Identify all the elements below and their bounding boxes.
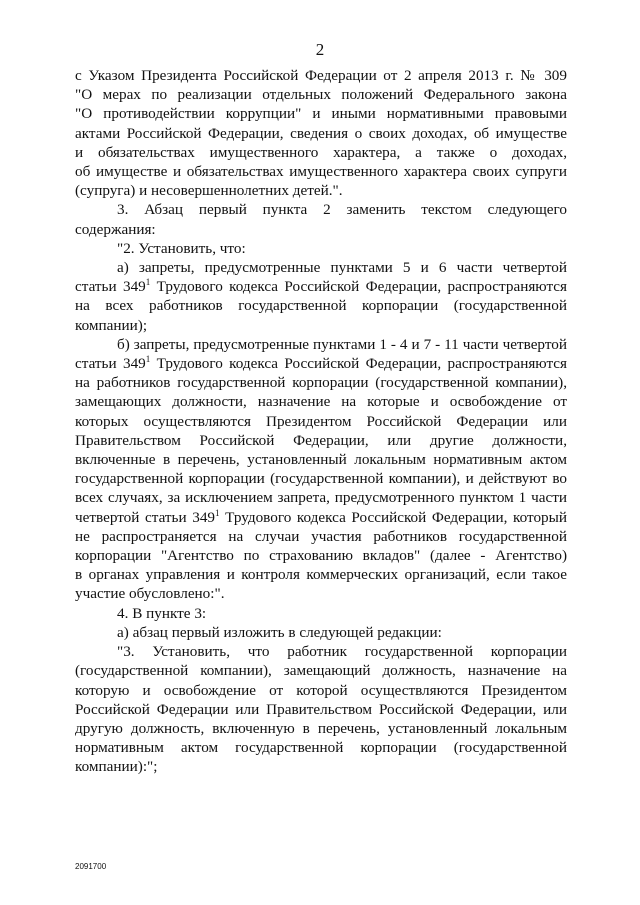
text-line: которую и освобождение от которой осуществляются Президентом: [75, 681, 567, 699]
document-code: 2091700: [75, 862, 107, 871]
text-line: 3. Абзац первый пункта 2 заменить текстом следующего: [117, 201, 567, 219]
text-line: об имуществе и обязательствах имущественного характера своих супруги: [75, 163, 567, 181]
text-line: замещающих должности, назначение на которые и освобождение от: [75, 393, 567, 411]
text-line: на работников государственной корпорации (государственной компании),: [75, 374, 567, 392]
document-body: [75, 66, 567, 777]
text-line: компании);: [75, 316, 148, 334]
text-line: (супруга) и несовершеннолетних детей.".: [75, 182, 343, 200]
text-line: другую должность, включенную в перечень, установленный локальным: [75, 719, 567, 737]
text-line: статьи $349^1$ Трудового кодекса Российской Федерации, распространяются: [75, 354, 567, 373]
text-line: четвертой статьи $349^1$ Трудового кодекса Российской Федерации, который: [75, 507, 567, 526]
text-line: статьи $349^1$ Трудового кодекса Российской Федерации, распространяются: [75, 277, 567, 296]
text-line: а) абзац первый изложить в следующей редакции:: [117, 623, 442, 641]
text-line: Правительством Российской Федерации, или другие должности,: [75, 431, 567, 449]
text-line: содержания:: [75, 220, 156, 238]
text-line: б) запреты, предусмотренные пунктами 1 - 4 и 7 - 11 части четвертой: [117, 335, 567, 353]
text-line: в органах управления и контроля коммерческих организаций, если такое: [75, 566, 567, 584]
text-line: актами Российской Федерации, сведения о своих доходах, об имуществе: [75, 124, 567, 142]
text-line: "О противодействии коррупции" и иными нормативными правовыми: [75, 105, 567, 123]
text-line: и обязательствах имущественного характера, а также о доходах,: [75, 143, 567, 161]
text-line: которых осуществляются Президентом Российской Федерации или: [75, 412, 567, 430]
text-line: Российской Федерации или Правительством Российской Федерации, или: [75, 700, 567, 718]
text-line: (государственной компании), замещающий должность, назначение на: [75, 662, 567, 680]
text-line: компании):";: [75, 758, 158, 776]
text-line: "3. Установить, что работник государственной корпорации: [117, 643, 567, 661]
text-line: с Указом Президента Российской Федерации от 2 апреля 2013 г. № 309: [75, 67, 567, 84]
text-line: "2. Установить, что:: [117, 239, 246, 257]
text-line: корпорации "Агентство по страхованию вкладов" (далее - Агентство): [75, 547, 567, 565]
text-line: нормативным актом государственной корпорации (государственной: [75, 739, 567, 757]
text-line: а) запреты, предусмотренные пунктами 5 и 6 части четвертой: [117, 259, 567, 277]
page-number: 2: [315, 40, 325, 59]
text-line: 4. В пункте 3:: [117, 604, 207, 622]
text-line: всех случаях, за исключением запрета, предусмотренного пунктом 1 части: [75, 489, 567, 507]
superscript: 1: [145, 277, 151, 288]
text-line: государственной корпорации (государственной компании), и действуют во: [75, 470, 567, 488]
superscript: 1: [145, 354, 151, 365]
text-line: участие обусловлено:".: [75, 585, 225, 603]
superscript: 1: [215, 507, 220, 518]
text-line: не распространяется на случаи участия работников государственной: [75, 527, 567, 545]
text-line: включенные в перечень, установленный локальным нормативным актом: [75, 451, 567, 469]
text-line: на всех работников государственной корпорации (государственной: [75, 297, 567, 315]
text-line: "О мерах по реализации отдельных положений Федерального закона: [75, 86, 567, 104]
